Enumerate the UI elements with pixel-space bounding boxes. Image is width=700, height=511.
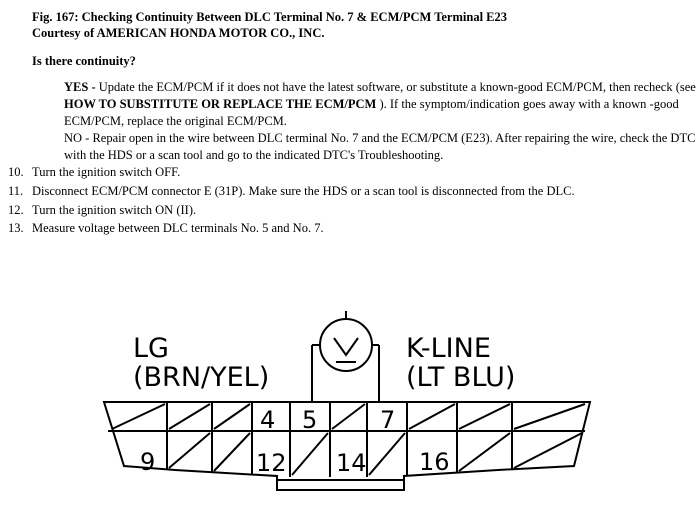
step-text: Turn the ignition switch ON (II). <box>32 203 197 217</box>
lt-blu-wire-label: (LT BLU) <box>406 362 516 393</box>
yes-label: YES - <box>64 80 96 94</box>
terminal-7: 7 <box>380 406 396 434</box>
no-label: NO - <box>64 131 90 145</box>
terminal-12: 12 <box>256 449 287 477</box>
voltmeter-icon <box>320 319 372 371</box>
step-text: Turn the ignition switch OFF. <box>32 165 181 179</box>
step-number: 12. <box>8 203 24 217</box>
terminal-5: 5 <box>302 406 318 434</box>
caption-credit: Courtesy of AMERICAN HONDA MOTOR CO., INC. <box>32 26 325 40</box>
yes-text-1: Update the ECM/PCM if it does not have the latest software, or substitute a known-good ECM/PCM, then recheck (see <box>95 80 696 94</box>
continuity-question: Is there continuity? <box>32 54 136 68</box>
terminal-4: 4 <box>260 406 276 434</box>
k-line-label: K-LINE <box>406 333 491 364</box>
caption-title: Fig. 167: Checking Continuity Between DLC Terminal No. 7 & ECM/PCM Terminal E23 <box>32 10 508 24</box>
terminal-14: 14 <box>336 449 367 477</box>
terminal-9: 9 <box>140 448 156 476</box>
step-number: 11. <box>8 184 24 198</box>
brn-yel-wire-label: (BRN/YEL) <box>133 362 270 393</box>
step-text: Measure voltage between DLC terminals No. 5 and No. 7. <box>32 221 324 235</box>
yes-text-2: ). If the symptom/indication goes away with a known -good ECM/PCM, replace the original ECM/PCM. <box>64 97 679 128</box>
step-number: 13. <box>8 221 24 235</box>
step-number: 10. <box>8 165 24 179</box>
terminal-16: 16 <box>419 448 450 476</box>
no-text: Repair open in the wire between DLC terminal No. 7 and the ECM/PCM (E23). After repairing the wire, check the DTC with the HDS or a scan tool and go to the indicated DTC's Troubleshooting. <box>64 131 696 162</box>
step-text: Disconnect ECM/PCM connector E (31P). Make sure the HDS or a scan tool is disconnected from the DLC. <box>32 184 575 198</box>
lg-wire-label: LG <box>133 333 169 364</box>
substitute-ecm-link[interactable]: HOW TO SUBSTITUTE OR REPLACE THE ECM/PCM <box>64 97 377 111</box>
